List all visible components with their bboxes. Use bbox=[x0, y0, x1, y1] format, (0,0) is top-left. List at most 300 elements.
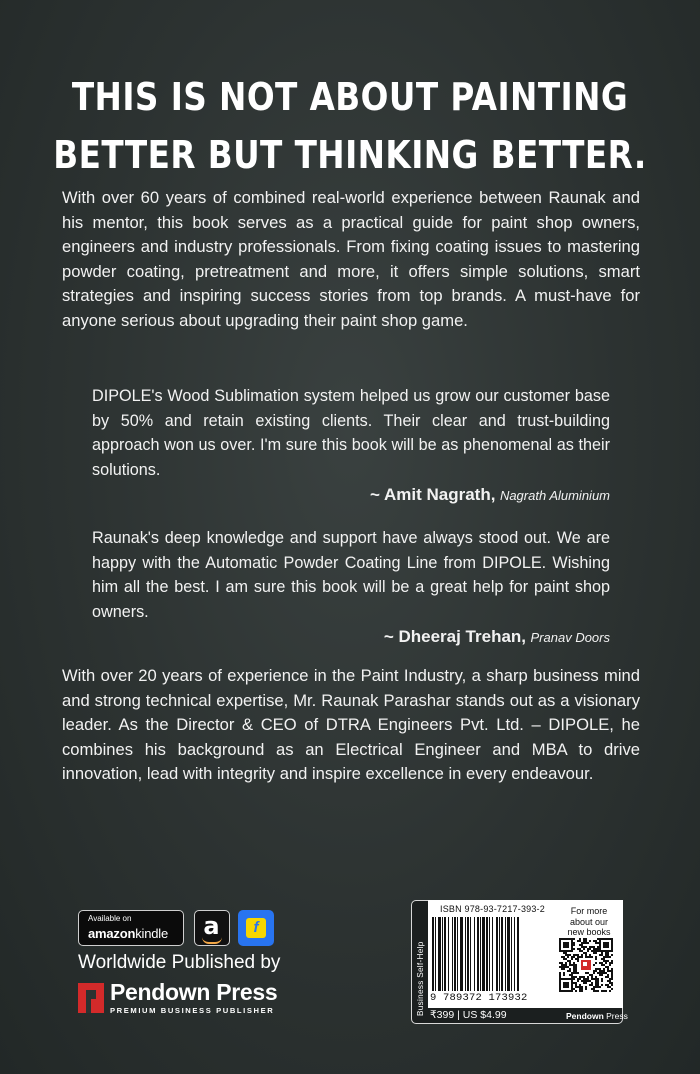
qr-module bbox=[569, 974, 571, 976]
kindle-amazon-word: amazon bbox=[88, 926, 136, 941]
qr-module bbox=[563, 968, 565, 970]
qr-module bbox=[597, 968, 599, 970]
more-books-text: For more about our new books bbox=[567, 906, 611, 937]
qr-module bbox=[605, 960, 607, 962]
barcode-bar bbox=[517, 917, 519, 991]
qr-module bbox=[607, 956, 609, 958]
qr-module bbox=[595, 950, 597, 952]
qr-module bbox=[599, 970, 601, 972]
qr-module bbox=[569, 970, 571, 972]
intro-paragraph: With over 60 years of combined real-world experience between Raunak and his mentor, this book serves as a practical guide for paint shop owners, engineers and industry professionals. From fixing coating issues to mastering powder coating, pretreatment and more, it offers simple solutions, smart strategies and inspiring success stories from top brands. A must-have for anyone serious about upgrading their paint shop game. bbox=[62, 188, 640, 330]
pendown-logo-icon bbox=[78, 983, 104, 1013]
qr-module bbox=[561, 962, 563, 964]
qr-module bbox=[573, 942, 575, 944]
barcode-bar bbox=[435, 917, 436, 991]
qr-module bbox=[603, 956, 605, 958]
qr-module bbox=[611, 960, 613, 962]
qr-module bbox=[561, 968, 563, 970]
barcode-bar bbox=[448, 917, 449, 991]
qr-module bbox=[581, 950, 583, 952]
qr-module bbox=[603, 960, 605, 962]
qr-module bbox=[579, 944, 581, 946]
qr-module bbox=[603, 942, 609, 948]
qr-module bbox=[575, 986, 577, 988]
barcode-publisher-rest: Press bbox=[603, 1011, 628, 1021]
qr-module bbox=[595, 968, 597, 970]
qr-module bbox=[567, 966, 569, 968]
qr-module bbox=[601, 958, 603, 960]
qr-module bbox=[597, 980, 599, 982]
qr-module bbox=[609, 970, 611, 972]
qr-module bbox=[583, 940, 585, 942]
barcode-publisher bbox=[566, 1011, 628, 1021]
qr-module bbox=[563, 952, 565, 954]
qr-module bbox=[609, 964, 611, 966]
qr-module bbox=[569, 962, 571, 964]
qr-module bbox=[603, 990, 605, 992]
testimonial-company: Pranav Doors bbox=[530, 630, 610, 645]
qr-module bbox=[595, 970, 597, 972]
qr-module bbox=[585, 978, 587, 980]
qr-module bbox=[611, 984, 613, 986]
barcode-bar bbox=[444, 917, 446, 991]
qr-module bbox=[605, 952, 607, 954]
qr-module bbox=[601, 990, 603, 992]
qr-module bbox=[565, 962, 567, 964]
qr-module bbox=[577, 956, 579, 958]
amazon-kindle-badge[interactable] bbox=[78, 910, 184, 946]
qr-module bbox=[609, 978, 611, 980]
kindle-badge-label bbox=[88, 926, 168, 941]
qr-module bbox=[595, 982, 597, 984]
qr-module bbox=[583, 980, 585, 982]
qr-module bbox=[601, 978, 603, 980]
worldwide-published-by: Worldwide Published by bbox=[78, 952, 281, 973]
qr-module bbox=[585, 952, 587, 954]
qr-module bbox=[587, 978, 589, 980]
qr-module bbox=[609, 982, 611, 984]
qr-module bbox=[563, 982, 569, 988]
qr-module bbox=[559, 974, 561, 976]
qr-module bbox=[597, 972, 599, 974]
qr-module bbox=[595, 952, 597, 954]
qr-module bbox=[567, 960, 569, 962]
qr-module bbox=[573, 948, 575, 950]
qr-module bbox=[561, 964, 563, 966]
qr-module bbox=[587, 950, 589, 952]
qr-module bbox=[597, 950, 599, 952]
qr-module bbox=[587, 948, 589, 950]
qr-module bbox=[595, 984, 597, 986]
qr-module bbox=[611, 988, 613, 990]
testimonial-author: ~ Dheeraj Trehan, bbox=[383, 627, 527, 646]
qr-module bbox=[575, 966, 577, 968]
barcode-bar bbox=[432, 917, 434, 991]
qr-module bbox=[583, 978, 585, 980]
qr-module bbox=[593, 948, 595, 950]
qr-module bbox=[575, 976, 577, 978]
qr-module bbox=[585, 946, 587, 948]
qr-module bbox=[583, 942, 585, 944]
qr-module bbox=[577, 960, 579, 962]
qr-module bbox=[583, 962, 587, 966]
qr-module bbox=[577, 980, 579, 982]
qr-module bbox=[599, 954, 601, 956]
qr-module bbox=[595, 948, 597, 950]
qr-module bbox=[575, 982, 577, 984]
qr-module bbox=[595, 940, 597, 942]
testimonial-author: ~ Amit Nagrath, bbox=[369, 485, 496, 504]
qr-module bbox=[601, 974, 603, 976]
barcode-bar bbox=[492, 917, 493, 991]
barcode-bar bbox=[496, 917, 498, 991]
qr-module bbox=[581, 946, 583, 948]
qr-module bbox=[595, 976, 597, 978]
qr-module bbox=[609, 962, 611, 964]
qr-module bbox=[597, 982, 599, 984]
qr-module bbox=[599, 962, 601, 964]
qr-module bbox=[599, 974, 601, 976]
qr-module bbox=[571, 974, 573, 976]
qr-module bbox=[567, 954, 569, 956]
publisher-name: Pendown Press bbox=[110, 979, 278, 1005]
qr-module bbox=[579, 940, 581, 942]
qr-module bbox=[609, 956, 611, 958]
qr-module bbox=[607, 984, 609, 986]
qr-module bbox=[573, 976, 575, 978]
qr-module bbox=[595, 942, 597, 944]
qr-module bbox=[607, 968, 609, 970]
testimonial-attribution bbox=[92, 626, 610, 649]
isbn-digits: 9 789372 173932 bbox=[430, 992, 528, 1004]
qr-code[interactable] bbox=[559, 938, 613, 992]
qr-module bbox=[579, 988, 581, 990]
qr-module bbox=[587, 980, 589, 982]
flipkart-letter: f bbox=[253, 919, 259, 936]
qr-module bbox=[611, 972, 613, 974]
qr-module bbox=[579, 984, 581, 986]
qr-module bbox=[579, 986, 581, 988]
qr-module bbox=[589, 954, 591, 956]
qr-module bbox=[587, 976, 589, 978]
qr-module bbox=[593, 946, 595, 948]
qr-module bbox=[589, 946, 591, 948]
qr-module bbox=[565, 964, 567, 966]
qr-module bbox=[573, 972, 575, 974]
amazon-smile-icon bbox=[202, 937, 222, 944]
qr-module bbox=[573, 978, 575, 980]
qr-module bbox=[595, 978, 597, 980]
qr-module bbox=[609, 990, 611, 992]
amazon-letter: a bbox=[203, 912, 220, 940]
qr-module bbox=[573, 962, 575, 964]
qr-module bbox=[597, 938, 599, 940]
qr-module bbox=[589, 984, 591, 986]
qr-module bbox=[581, 980, 583, 982]
qr-module bbox=[609, 986, 611, 988]
qr-module bbox=[589, 980, 591, 982]
qr-module bbox=[599, 968, 601, 970]
qr-module bbox=[563, 966, 565, 968]
qr-module bbox=[591, 982, 593, 984]
qr-module bbox=[593, 940, 595, 942]
amazon-app-icon[interactable] bbox=[194, 910, 230, 946]
qr-module bbox=[569, 954, 571, 956]
testimonial-attribution bbox=[92, 484, 610, 507]
qr-module bbox=[581, 944, 583, 946]
qr-module bbox=[607, 974, 609, 976]
qr-module bbox=[603, 958, 605, 960]
qr-module bbox=[601, 984, 603, 986]
headline bbox=[49, 68, 651, 184]
qr-module bbox=[601, 952, 603, 954]
qr-module bbox=[593, 986, 595, 988]
headline-line-2: BETTER BUT THINKING BETTER. bbox=[53, 133, 647, 177]
qr-module bbox=[563, 974, 565, 976]
qr-module bbox=[591, 956, 593, 958]
qr-module bbox=[581, 956, 583, 958]
qr-module bbox=[573, 988, 575, 990]
qr-module bbox=[559, 972, 561, 974]
qr-module bbox=[591, 976, 593, 978]
qr-module bbox=[593, 964, 595, 966]
qr-module bbox=[583, 938, 585, 940]
qr-module bbox=[563, 964, 565, 966]
qr-module bbox=[569, 964, 571, 966]
qr-module bbox=[607, 970, 609, 972]
qr-module bbox=[607, 954, 609, 956]
qr-module bbox=[561, 966, 563, 968]
qr-module bbox=[605, 954, 607, 956]
qr-module bbox=[605, 966, 607, 968]
qr-module bbox=[573, 956, 575, 958]
qr-module bbox=[611, 976, 613, 978]
qr-module bbox=[591, 950, 593, 952]
testimonial-1 bbox=[92, 384, 610, 507]
qr-module bbox=[571, 972, 573, 974]
qr-module bbox=[571, 956, 573, 958]
headline-line-1: THIS IS NOT ABOUT PAINTING bbox=[71, 75, 629, 119]
barcode-bar bbox=[499, 917, 500, 991]
qr-module bbox=[597, 948, 599, 950]
barcode-bar bbox=[501, 917, 503, 991]
qr-module bbox=[585, 982, 587, 984]
qr-module bbox=[579, 978, 581, 980]
qr-module bbox=[595, 990, 597, 992]
qr-module bbox=[573, 944, 575, 946]
kindle-word: kindle bbox=[135, 926, 168, 941]
qr-module bbox=[597, 978, 599, 980]
qr-module bbox=[607, 980, 609, 982]
qr-module bbox=[563, 972, 565, 974]
qr-module bbox=[585, 980, 587, 982]
qr-module bbox=[563, 958, 565, 960]
qr-module bbox=[559, 976, 561, 978]
qr-module bbox=[591, 978, 593, 980]
qr-module bbox=[575, 970, 577, 972]
flipkart-app-icon[interactable] bbox=[238, 910, 274, 946]
qr-module bbox=[611, 962, 613, 964]
qr-module bbox=[607, 952, 609, 954]
qr-module bbox=[567, 970, 569, 972]
barcode-bar bbox=[438, 917, 441, 991]
qr-module bbox=[575, 964, 577, 966]
qr-module bbox=[579, 976, 581, 978]
qr-module bbox=[589, 940, 591, 942]
qr-module bbox=[573, 982, 575, 984]
qr-module bbox=[585, 940, 587, 942]
qr-module bbox=[575, 972, 577, 974]
qr-module bbox=[577, 978, 579, 980]
qr-module bbox=[611, 954, 613, 956]
qr-module bbox=[585, 938, 587, 940]
barcode-bar bbox=[454, 917, 456, 991]
qr-module bbox=[591, 946, 593, 948]
qr-module bbox=[607, 976, 609, 978]
qr-module bbox=[595, 958, 597, 960]
qr-module bbox=[569, 968, 571, 970]
qr-module bbox=[573, 968, 575, 970]
qr-module bbox=[593, 988, 595, 990]
qr-module bbox=[565, 952, 567, 954]
qr-module bbox=[611, 974, 613, 976]
qr-module bbox=[571, 964, 573, 966]
qr-module bbox=[589, 956, 591, 958]
qr-module bbox=[571, 976, 573, 978]
barcode-bar bbox=[489, 917, 490, 991]
qr-module bbox=[585, 954, 587, 956]
isbn-barcode bbox=[430, 917, 552, 991]
qr-module bbox=[563, 956, 565, 958]
qr-module bbox=[575, 954, 577, 956]
qr-module bbox=[581, 986, 583, 988]
qr-module bbox=[565, 954, 567, 956]
qr-module bbox=[597, 986, 599, 988]
qr-module bbox=[559, 966, 561, 968]
barcode-bar bbox=[457, 917, 458, 991]
qr-module bbox=[573, 954, 575, 956]
qr-module bbox=[595, 962, 597, 964]
qr-module bbox=[579, 948, 581, 950]
qr-module bbox=[567, 956, 569, 958]
qr-module bbox=[583, 948, 585, 950]
qr-module bbox=[609, 980, 611, 982]
qr-module bbox=[597, 984, 599, 986]
qr-module bbox=[603, 970, 605, 972]
barcode-bar bbox=[505, 917, 506, 991]
qr-module bbox=[593, 990, 595, 992]
qr-module bbox=[585, 942, 587, 944]
qr-module bbox=[601, 954, 603, 956]
barcode-bar bbox=[474, 917, 475, 991]
barcode-bar bbox=[511, 917, 512, 991]
qr-module bbox=[607, 960, 609, 962]
qr-module bbox=[601, 980, 603, 982]
qr-module bbox=[565, 966, 567, 968]
barcode-bar bbox=[467, 917, 469, 991]
qr-module bbox=[579, 956, 581, 958]
qr-module bbox=[603, 968, 605, 970]
barcode-bar bbox=[465, 917, 466, 991]
qr-module bbox=[591, 984, 593, 986]
qr-module bbox=[593, 950, 595, 952]
qr-module bbox=[597, 946, 599, 948]
qr-module bbox=[607, 966, 609, 968]
isbn-label: ISBN 978-93-7217-393-2 bbox=[440, 904, 545, 914]
qr-module bbox=[605, 990, 607, 992]
qr-module bbox=[573, 964, 575, 966]
qr-module bbox=[605, 972, 607, 974]
testimonial-company: Nagrath Aluminium bbox=[499, 488, 610, 503]
qr-module bbox=[577, 954, 579, 956]
qr-module bbox=[591, 974, 593, 976]
qr-module bbox=[595, 986, 597, 988]
qr-module bbox=[581, 954, 583, 956]
qr-module bbox=[611, 970, 613, 972]
qr-module bbox=[601, 970, 603, 972]
qr-module bbox=[605, 962, 607, 964]
qr-module bbox=[585, 986, 587, 988]
qr-module bbox=[581, 988, 583, 990]
qr-module bbox=[581, 976, 583, 978]
genre-label: Business Self-Help bbox=[416, 941, 425, 1016]
qr-module bbox=[585, 972, 587, 974]
qr-module bbox=[599, 986, 601, 988]
qr-module bbox=[581, 990, 583, 992]
qr-module bbox=[607, 986, 609, 988]
qr-module bbox=[591, 988, 593, 990]
qr-module bbox=[593, 952, 595, 954]
publisher-tagline: PREMIUM BUSINESS PUBLISHER bbox=[110, 1006, 275, 1015]
qr-module bbox=[605, 976, 607, 978]
qr-module bbox=[595, 956, 597, 958]
qr-module bbox=[601, 964, 603, 966]
qr-module bbox=[601, 962, 603, 964]
qr-module bbox=[583, 946, 585, 948]
qr-module bbox=[579, 990, 581, 992]
testimonial-2 bbox=[92, 526, 610, 649]
qr-module bbox=[575, 984, 577, 986]
qr-module bbox=[589, 974, 591, 976]
qr-module bbox=[597, 942, 599, 944]
qr-module bbox=[563, 942, 569, 948]
qr-module bbox=[597, 990, 599, 992]
qr-module bbox=[587, 942, 589, 944]
qr-module bbox=[575, 990, 577, 992]
qr-module bbox=[573, 966, 575, 968]
barcode-bar bbox=[480, 917, 481, 991]
barcode-bar bbox=[470, 917, 471, 991]
qr-module bbox=[587, 956, 589, 958]
qr-module bbox=[559, 962, 561, 964]
qr-module bbox=[595, 980, 597, 982]
qr-module bbox=[585, 956, 587, 958]
qr-module bbox=[593, 972, 595, 974]
qr-module bbox=[577, 948, 579, 950]
qr-module bbox=[579, 950, 581, 952]
qr-module bbox=[611, 982, 613, 984]
barcode-publisher-bold: Pendown bbox=[566, 1011, 604, 1021]
barcode-bar bbox=[486, 917, 488, 991]
testimonial-text: DIPOLE's Wood Sublimation system helped us grow our customer base by 50% and retain existing clients. Their clear and trust-building approach won us over. I'm sure this book will be as phenomenal as their solutions. bbox=[92, 387, 610, 479]
testimonial-text: Raunak's deep knowledge and support have always stood out. We are happy with the Automatic Powder Coating Line from DIPOLE. Wishing him all the best. I am sure this book will be a great help for paint shop owners. bbox=[92, 529, 610, 621]
qr-module bbox=[583, 952, 585, 954]
barcode-bar bbox=[482, 917, 485, 991]
qr-module bbox=[583, 976, 585, 978]
qr-module bbox=[587, 972, 589, 974]
qr-module bbox=[605, 956, 607, 958]
qr-module bbox=[611, 968, 613, 970]
